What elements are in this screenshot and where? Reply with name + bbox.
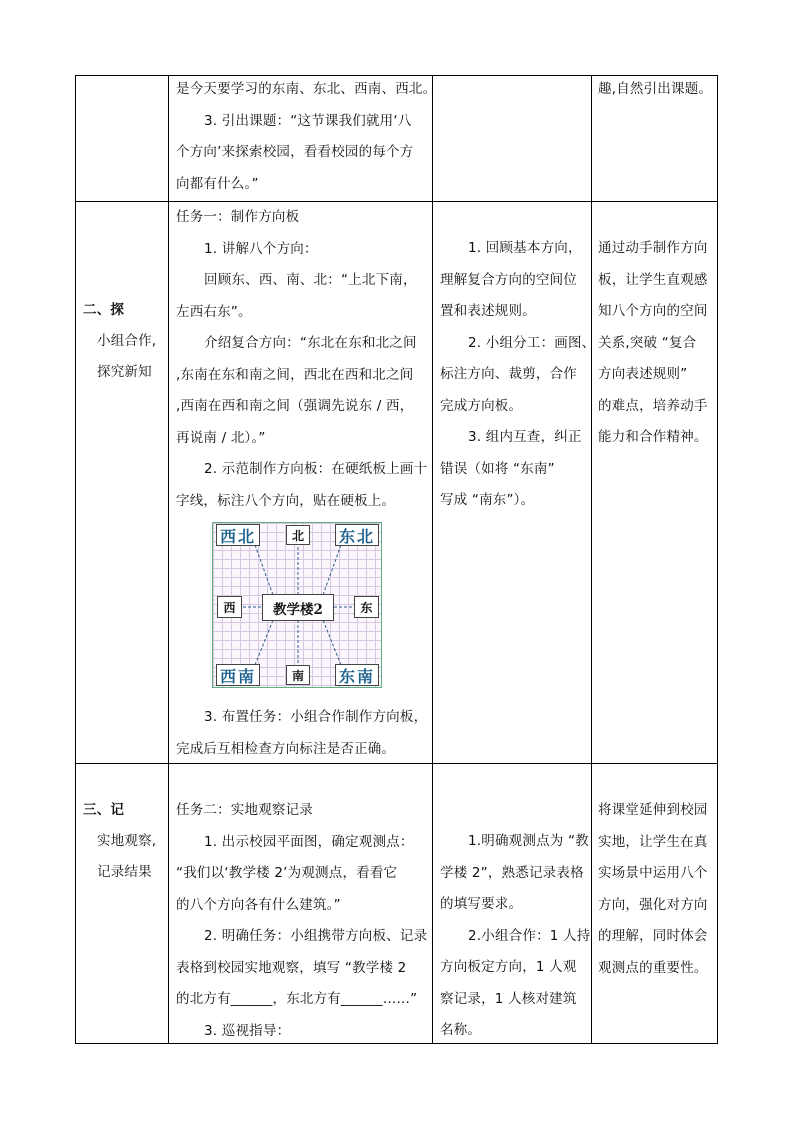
row1-stage-sub-2: 探究新知 bbox=[97, 364, 152, 380]
row1-after-line-2: 完成后互相检查方向标注是否正确。 bbox=[176, 740, 396, 757]
row2-intent-line-5: 的理解，同时体会 bbox=[598, 928, 708, 944]
row1-line-6: ,西南在西和南之间（强调先说东 / 西， bbox=[176, 398, 414, 414]
row1-student-line-2: 理解复合方向的空间位 bbox=[440, 271, 577, 288]
row2-intent-line-4: 方向，强化对方向 bbox=[598, 896, 708, 913]
row1-after-line-1: 3. 布置任务：小组合作制作方向板， bbox=[204, 709, 428, 725]
row0-intent-line-1: 趣,自然引出课题。 bbox=[598, 81, 713, 97]
row1-intent-line-3: 知八个方向的空间 bbox=[598, 303, 708, 319]
row1-intent-line-7: 能力和合作精神。 bbox=[598, 429, 708, 445]
row2-student-line-5: 方向板定方向，1 人观 bbox=[440, 959, 577, 975]
row1-line-7: 再说南 / 北）。” bbox=[176, 429, 266, 446]
row1-line-5: ,东南在东和南之间，西北在西和北之间 bbox=[176, 366, 414, 383]
table-divider-1 bbox=[168, 75, 169, 1044]
row2-stage-sub-2: 记录结果 bbox=[97, 864, 152, 880]
label-southwest: 西南 bbox=[216, 664, 260, 686]
row1-content-cell bbox=[176, 202, 427, 517]
row2-intent-line-6: 观测点的重要性。 bbox=[598, 959, 708, 976]
row2-line-5: 表格到校园实地观察，填写 “教学楼 2 bbox=[176, 959, 407, 976]
row2-student-line-6: 察记录，1 人核对建筑 bbox=[440, 990, 577, 1007]
row1-intent-cell bbox=[598, 233, 708, 454]
row1-student-line-5: 标注方向、裁剪，合作 bbox=[440, 366, 577, 382]
label-north: 北 bbox=[286, 525, 310, 545]
row2-content-cell bbox=[176, 795, 427, 1047]
row1-student-line-6: 完成方向板。 bbox=[440, 397, 523, 414]
row0-content-line-4: 向都有什么。” bbox=[176, 175, 259, 192]
row2-student-line-4: 2.小组合作：1 人持 bbox=[468, 927, 591, 944]
row2-line-2: “我们以‘教学楼 2’为观测点，看看它 bbox=[176, 865, 398, 881]
row1-student-line-9: 写成 “南东”）。 bbox=[440, 492, 535, 508]
row2-intent-line-3: 实场景中运用八个 bbox=[598, 865, 708, 881]
row1-line-3: 左西右东”。 bbox=[176, 303, 252, 320]
table-border-right bbox=[717, 75, 718, 1044]
row1-stage-sub-1: 小组合作, bbox=[97, 333, 157, 349]
row1-after-diagram bbox=[176, 702, 427, 765]
label-south: 南 bbox=[286, 665, 310, 685]
row2-student-cell bbox=[440, 826, 590, 1047]
row2-student-line-7: 名称。 bbox=[440, 1022, 482, 1038]
row1-student-line-8: 错误（如将 “东南” bbox=[440, 460, 555, 477]
row1-intent-line-6: 的难点，培养动手 bbox=[598, 397, 708, 414]
row1-intent-line-2: 板，让学生直观感 bbox=[598, 271, 708, 288]
row1-student-line-3: 置和表述规则。 bbox=[440, 303, 536, 319]
row1-line-1: 1. 讲解八个方向： bbox=[204, 240, 318, 257]
row1-line-4: 介绍复合方向：“东北在东和北之间 bbox=[204, 335, 417, 351]
row2-line-6: 的北方有______，东北方有______……” bbox=[176, 991, 418, 1007]
row1-student-line-1: 1. 回顾基本方向， bbox=[468, 240, 582, 256]
row2-intent-cell bbox=[598, 795, 708, 984]
label-west: 西 bbox=[217, 596, 242, 618]
label-center-building: 教学楼2 bbox=[262, 594, 334, 621]
row2-intent-line-1: 将课堂延伸到校园 bbox=[598, 802, 708, 818]
direction-board-diagram bbox=[212, 522, 382, 688]
row2-student-line-1: 1.明确观测点为 “教 bbox=[468, 833, 589, 849]
row1-task-title: 任务一：制作方向板 bbox=[176, 209, 300, 225]
label-southeast: 东南 bbox=[335, 664, 379, 686]
row0-content-line-2: 3. 引出课题：“这节课我们就用‘八 bbox=[204, 112, 412, 129]
row0-content-line-1: 是今天要学习的东南、东北、西南、西北。 bbox=[176, 81, 437, 97]
row1-student-line-7: 3. 组内互查，纠正 bbox=[468, 429, 582, 445]
row0-content-cell bbox=[176, 74, 436, 200]
row1-student-line-4: 2. 小组分工：画图、 bbox=[468, 334, 596, 351]
row2-line-3: 的八个方向各有什么建筑。” bbox=[176, 896, 341, 913]
row2-line-1: 1. 出示校园平面图，确定观测点： bbox=[204, 833, 414, 850]
row1-intent-line-4: 关系,突破 “复合 bbox=[598, 334, 697, 351]
row1-intent-line-5: 方向表述规则” bbox=[598, 366, 688, 382]
row1-student-cell bbox=[440, 233, 595, 517]
row2-stage-title: 三、记 bbox=[83, 802, 125, 818]
row2-intent-line-2: 实地，让学生在真 bbox=[598, 833, 708, 850]
table-divider-2 bbox=[432, 75, 433, 1044]
table-divider-3 bbox=[591, 75, 592, 1044]
row2-line-7: 3. 巡视指导： bbox=[204, 1022, 291, 1039]
label-northeast: 东北 bbox=[335, 524, 379, 546]
row2-student-line-3: 的填写要求。 bbox=[440, 896, 523, 912]
row1-intent-line-1: 通过动手制作方向 bbox=[598, 240, 708, 256]
label-northwest: 西北 bbox=[216, 524, 260, 546]
row1-stage-title: 二、探 bbox=[83, 302, 125, 318]
row2-task-title: 任务二：实地观察记录 bbox=[176, 802, 313, 818]
row2-student-line-2: 学楼 2”，熟悉记录表格 bbox=[440, 864, 584, 881]
row2-line-4: 2. 明确任务：小组携带方向板、记录 bbox=[204, 928, 428, 944]
row1-line-9: 字线，标注八个方向，贴在硬板上。 bbox=[176, 492, 396, 509]
row1-line-2: 回顾东、西、南、北：“上北下南， bbox=[204, 272, 417, 288]
row0-content-line-3: 个方向’来探索校园，看看校园的每个方 bbox=[176, 144, 414, 160]
row0-intent-cell bbox=[598, 74, 712, 106]
row1-line-8: 2. 示范制作方向板：在硬纸板上画十 bbox=[204, 461, 428, 477]
label-east: 东 bbox=[354, 596, 379, 618]
table-border-left bbox=[75, 75, 76, 1044]
row2-stage-sub-1: 实地观察, bbox=[97, 833, 157, 849]
